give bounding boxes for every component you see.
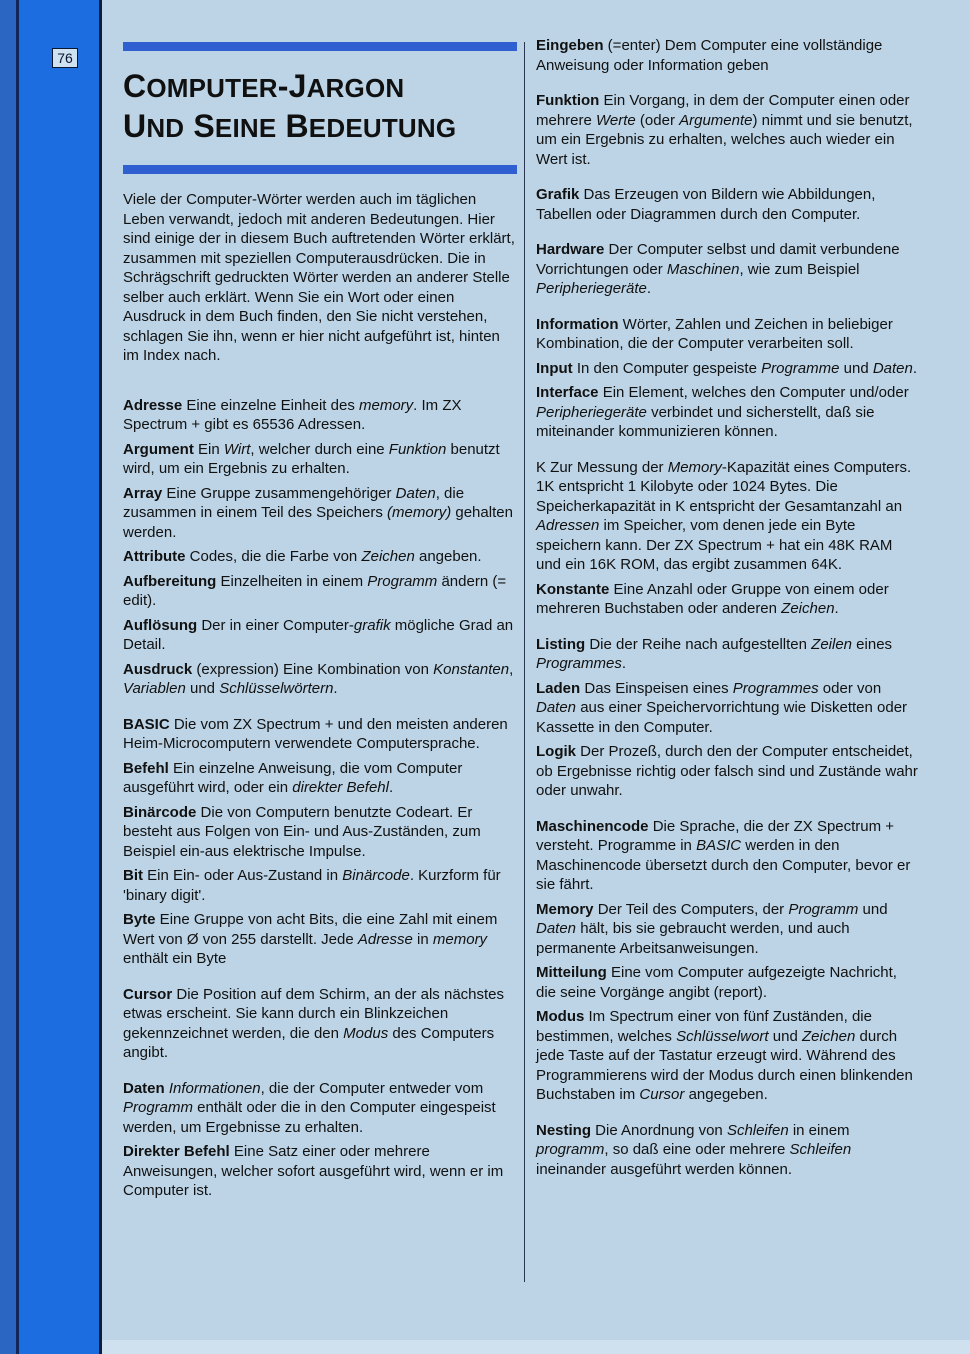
band-divider: [99, 0, 102, 1354]
cross-reference: Schleifen: [726, 1121, 789, 1139]
glossary-entry: Konstante Eine Anzahl oder Gruppe von einem oder mehreren Buchstaben oder anderen Zeichen.: [536, 580, 889, 617]
glossary-entry: Direkter Befehl Eine Satz einer oder mehrere Anweisungen, welcher sofort ausgeführt wird, wenn er im Computer ist.: [123, 1143, 504, 1199]
glossary-entry: Byte Eine Gruppe von acht Bits, die eine Zahl mit einem Wert von Ø von 255 darstellt. Jede Adresse in memory enthält ein Byte: [123, 911, 498, 967]
glossary-term: Auflösung: [123, 616, 198, 634]
glossary-term: BASIC: [123, 715, 170, 733]
glossary-entry: Nesting Die Anordnung von Schleifen in einem programm, so daß eine oder mehrere Schleifen ineinander ausgeführt werden können.: [536, 1121, 852, 1178]
glossary-term: Hardware: [536, 241, 605, 258]
glossary-term: Listing: [536, 635, 586, 653]
glossary-term: Ausdruck: [123, 660, 193, 678]
glossary-term: Mitteilung: [536, 964, 607, 981]
glossary-list-right: [536, 36, 918, 1179]
glossary-term: Daten: [123, 1079, 165, 1097]
cross-reference: Daten: [536, 920, 577, 937]
cross-reference: Konstanten: [433, 660, 510, 678]
glossary-entry: Array Eine Gruppe zusammengehöriger Daten, die zusammen in einem Teil des Speichers (memory) gehalten werden.: [123, 484, 513, 541]
cross-reference: Cursor: [639, 1086, 685, 1103]
glossary-term: Binärcode: [123, 803, 197, 821]
cross-reference: Argumente: [679, 111, 753, 129]
glossary-entry: Input In den Computer gespeiste Programme und Daten.: [536, 359, 918, 377]
glossary-term: Information: [536, 315, 619, 333]
page-bottom-edge: [102, 1340, 970, 1354]
glossary-entry: Hardware Der Computer selbst und damit verbundene Vorrichtungen oder Maschinen, wie zum Beispiel Peripheriegeräte.: [536, 241, 900, 297]
cross-reference: Schleifen: [789, 1141, 852, 1158]
cross-reference: Programm: [123, 1099, 194, 1116]
column-divider: [524, 42, 525, 1282]
glossary-entry: Laden Das Einspeisen eines Programmes oder von Daten aus einer Speichervorrichtung wie Disketten oder Kassette in den Computer.: [536, 679, 908, 736]
glossary-term: Array: [123, 484, 163, 502]
intro-paragraph: Viele der Computer-Wörter werden auch im täglichen Leben verwandt, jedoch mit anderen Bedeutungen. Hier sind einige der in diesem Buch auftretenden Wörter erklärt, zusammen mit speziellen Computerausdrücken. Die in Schrägschrift gedruckten Wörter werden an anderer Stelle selber auch erklärt. Wenn Sie ein Wort oder einen Ausdruck in dem Buch finden, den Sie nicht verstehen, schlagen Sie ihn, wenn er hier nicht aufgeführt ist, hinten im Index nach.: [123, 191, 515, 364]
glossary-term: Interface: [536, 384, 599, 401]
glossary-entry: Ausdruck (expression) Eine Kombination von Konstanten, Variablen und Schlüsselwörtern.: [123, 660, 514, 697]
cross-reference: Zeichen: [361, 548, 415, 565]
cross-reference: Peripheriegeräte: [536, 403, 647, 421]
cross-reference: Programm: [788, 900, 859, 918]
cross-reference: Programme: [761, 359, 840, 377]
cross-reference: Daten: [872, 359, 913, 377]
glossary-entry: Grafik Das Erzeugen von Bildern wie Abbildungen, Tabellen oder Diagrammen durch den Computer.: [536, 186, 876, 223]
cross-reference: Programmes: [536, 655, 622, 672]
glossary-entry: Funktion Ein Vorgang, in dem der Computer einen oder mehrere Werte (oder Argumente) nimmt und sie benutzt, um ein Ergebnis zu erhalten, welches auch wieder ein Wert ist.: [536, 92, 913, 168]
glossary-term: Konstante: [536, 580, 610, 598]
cross-reference: Zeichen: [801, 1027, 856, 1045]
cross-reference: Memory: [667, 458, 722, 476]
cross-reference: Wirt: [223, 440, 251, 458]
glossary-term: Aufbereitung: [123, 572, 217, 590]
glossary-entry: Daten Informationen, die der Computer entweder vom Programm enthält oder die in den Computer eingespeist werden, um Ergebnisse zu erhalten.: [123, 1079, 496, 1136]
glossary-term: Adresse: [123, 396, 183, 414]
title-top-bar: [123, 42, 517, 51]
cross-reference: Funktion: [388, 440, 447, 458]
cross-reference: Maschinen: [666, 260, 740, 278]
cross-reference: Adressen: [536, 517, 600, 534]
cross-reference: Adresse: [357, 930, 413, 948]
title-bottom-bar: [123, 165, 517, 174]
cross-reference: Daten: [395, 484, 436, 502]
glossary-entry: Cursor Die Position auf dem Schirm, an der als nächstes etwas erscheint. Sie kann durch ein Blinkzeichen gekennzeichnet werden, die den Modus des Computers angibt.: [123, 985, 505, 1061]
blue-margin-band: [19, 0, 99, 1354]
glossary-entry: Aufbereitung Einzelheiten in einem Programm ändern (= edit).: [123, 572, 507, 609]
glossary-entry: Befehl Ein einzelne Anweisung, die vom Computer ausgeführt wird, oder ein direkter Befehl.: [123, 759, 463, 796]
glossary-entry: Auflösung Der in einer Computer-grafik mögliche Grad an Detail.: [123, 616, 514, 653]
cross-reference: Schlüsselwörtern: [219, 680, 334, 697]
cross-reference: (memory): [387, 504, 452, 521]
glossary-entry: Bit Ein Ein- oder Aus-Zustand in Binärcode. Kurzform für 'binary digit'.: [123, 867, 501, 904]
cross-reference: grafik: [353, 616, 391, 634]
page-title: [123, 67, 517, 147]
glossary-term: Nesting: [536, 1121, 592, 1139]
page-number: 76: [52, 48, 78, 68]
glossary-entry: BASIC Die vom ZX Spectrum + und den meisten anderen Heim-Microcomputern verwendete Computersprache.: [123, 715, 508, 752]
glossary-entry: K Zur Messung der Memory-Kapazität eines Computers. 1K entspricht 1 Kilobyte oder 1024 Bytes. Die Speicherkapazität in K entspricht der Gesamtanzahl an Adressen im Speicher, vom denen jede ein Byte speichern kann. Der ZX Spectrum + hat ein 48K RAM und ein 16K ROM, das ergibt zusammen 64K.: [536, 458, 912, 573]
glossary-entry: Maschinencode Die Sprache, die der ZX Spectrum + versteht. Programme in BASIC werden in den Maschinencode übersetzt durch den Computer, bevor er sie fährt.: [536, 817, 911, 893]
left-column: [123, 42, 517, 1206]
glossary-term: Cursor: [123, 985, 173, 1003]
cross-reference: Informationen: [168, 1079, 261, 1097]
cross-reference: Zeichen: [781, 600, 835, 617]
glossary-term: Grafik: [536, 186, 580, 203]
glossary-term: Maschinencode: [536, 817, 649, 835]
cross-reference: programm: [536, 1141, 605, 1158]
cross-reference: Werte: [596, 111, 636, 129]
glossary-term: Funktion: [536, 92, 600, 109]
cross-reference: memory: [359, 396, 414, 414]
glossary-term: Attribute: [123, 548, 186, 565]
title-line-1: COMPUTER-JARGON: [123, 68, 405, 104]
glossary-term: Eingeben: [536, 37, 604, 54]
glossary-term: Argument: [123, 440, 194, 458]
glossary-entry: Attribute Codes, die die Farbe von Zeichen angeben.: [123, 548, 482, 565]
cross-reference: Programm: [367, 572, 438, 590]
glossary-entry: Information Wörter, Zahlen und Zeichen in beliebiger Kombination, die der Computer verarbeiten soll.: [536, 315, 893, 352]
glossary-term: Byte: [123, 911, 156, 928]
cross-reference: direkter Befehl: [292, 779, 389, 796]
glossary-term: Input: [536, 359, 573, 377]
cross-reference: Schlüsselwort: [676, 1027, 769, 1045]
glossary-entry: Logik Der Prozeß, durch den der Computer entscheidet, ob Ergebnisse richtig oder falsch sind und Zustände wahr oder unwahr.: [536, 743, 918, 799]
glossary-entry: Binärcode Die von Computern benutzte Codeart. Er besteht aus Folgen von Ein- und Aus-Zuständen, zum Beispiel ein-aus elektrische Impulse.: [123, 803, 481, 860]
right-column: [536, 36, 918, 1184]
cross-reference: Modus: [343, 1024, 389, 1042]
glossary-entry: Memory Der Teil des Computers, der Programm und Daten hält, bis sie gebraucht werden, und auch permanente Arbeitsanweisungen.: [536, 900, 888, 957]
cross-reference: Variablen: [123, 680, 186, 697]
glossary-list-left: [123, 396, 517, 1201]
cross-reference: BASIC: [696, 837, 742, 854]
cross-reference: memory: [432, 930, 488, 948]
cross-reference: Programmes: [732, 679, 819, 697]
glossary-entry: Modus Im Spectrum einer von fünf Zuständen, die bestimmen, welches Schlüsselwort und Zeichen durch jede Taste auf der Tastatur erzeugt wird. Während des Programmierens wird der Modus durch einen blinkenden Buchstaben im Cursor angegeben.: [536, 1008, 913, 1103]
cross-reference: Peripheriegeräte: [536, 280, 647, 297]
glossary-entry: Eingeben (=enter) Dem Computer eine vollständige Anweisung oder Information geben: [536, 37, 883, 74]
glossary-term: Befehl: [123, 759, 169, 777]
glossary-entry: Mitteilung Eine vom Computer aufgezeigte Nachricht, die seine Vorgänge angibt (report).: [536, 964, 897, 1001]
book-spine-edge: [0, 0, 16, 1354]
glossary-entry: Listing Die der Reihe nach aufgestellten Zeilen eines Programmes.: [536, 635, 893, 672]
glossary-entry: Adresse Eine einzelne Einheit des memory. Im ZX Spectrum + gibt es 65536 Adressen.: [123, 396, 462, 433]
glossary-term: Modus: [536, 1008, 585, 1025]
glossary-term: Direkter Befehl: [123, 1143, 230, 1160]
glossary-entry: Argument Ein Wirt, welcher durch eine Funktion benutzt wird, um ein Ergebnis zu erhalten.: [123, 440, 500, 477]
glossary-entry: Interface Ein Element, welches den Computer und/oder Peripheriegeräte verbindet und sicherstellt, daß sie miteinander kommunizieren können.: [536, 384, 909, 440]
title-line-2: UND SEINE BEDEUTUNG: [123, 108, 457, 144]
glossary-term: Logik: [536, 743, 576, 760]
glossary-term: Laden: [536, 679, 581, 697]
cross-reference: Zeilen: [811, 635, 853, 653]
glossary-term: Memory: [536, 900, 594, 918]
glossary-term: Bit: [123, 867, 143, 884]
cross-reference: Daten: [536, 699, 577, 716]
cross-reference: Binärcode: [342, 867, 410, 884]
